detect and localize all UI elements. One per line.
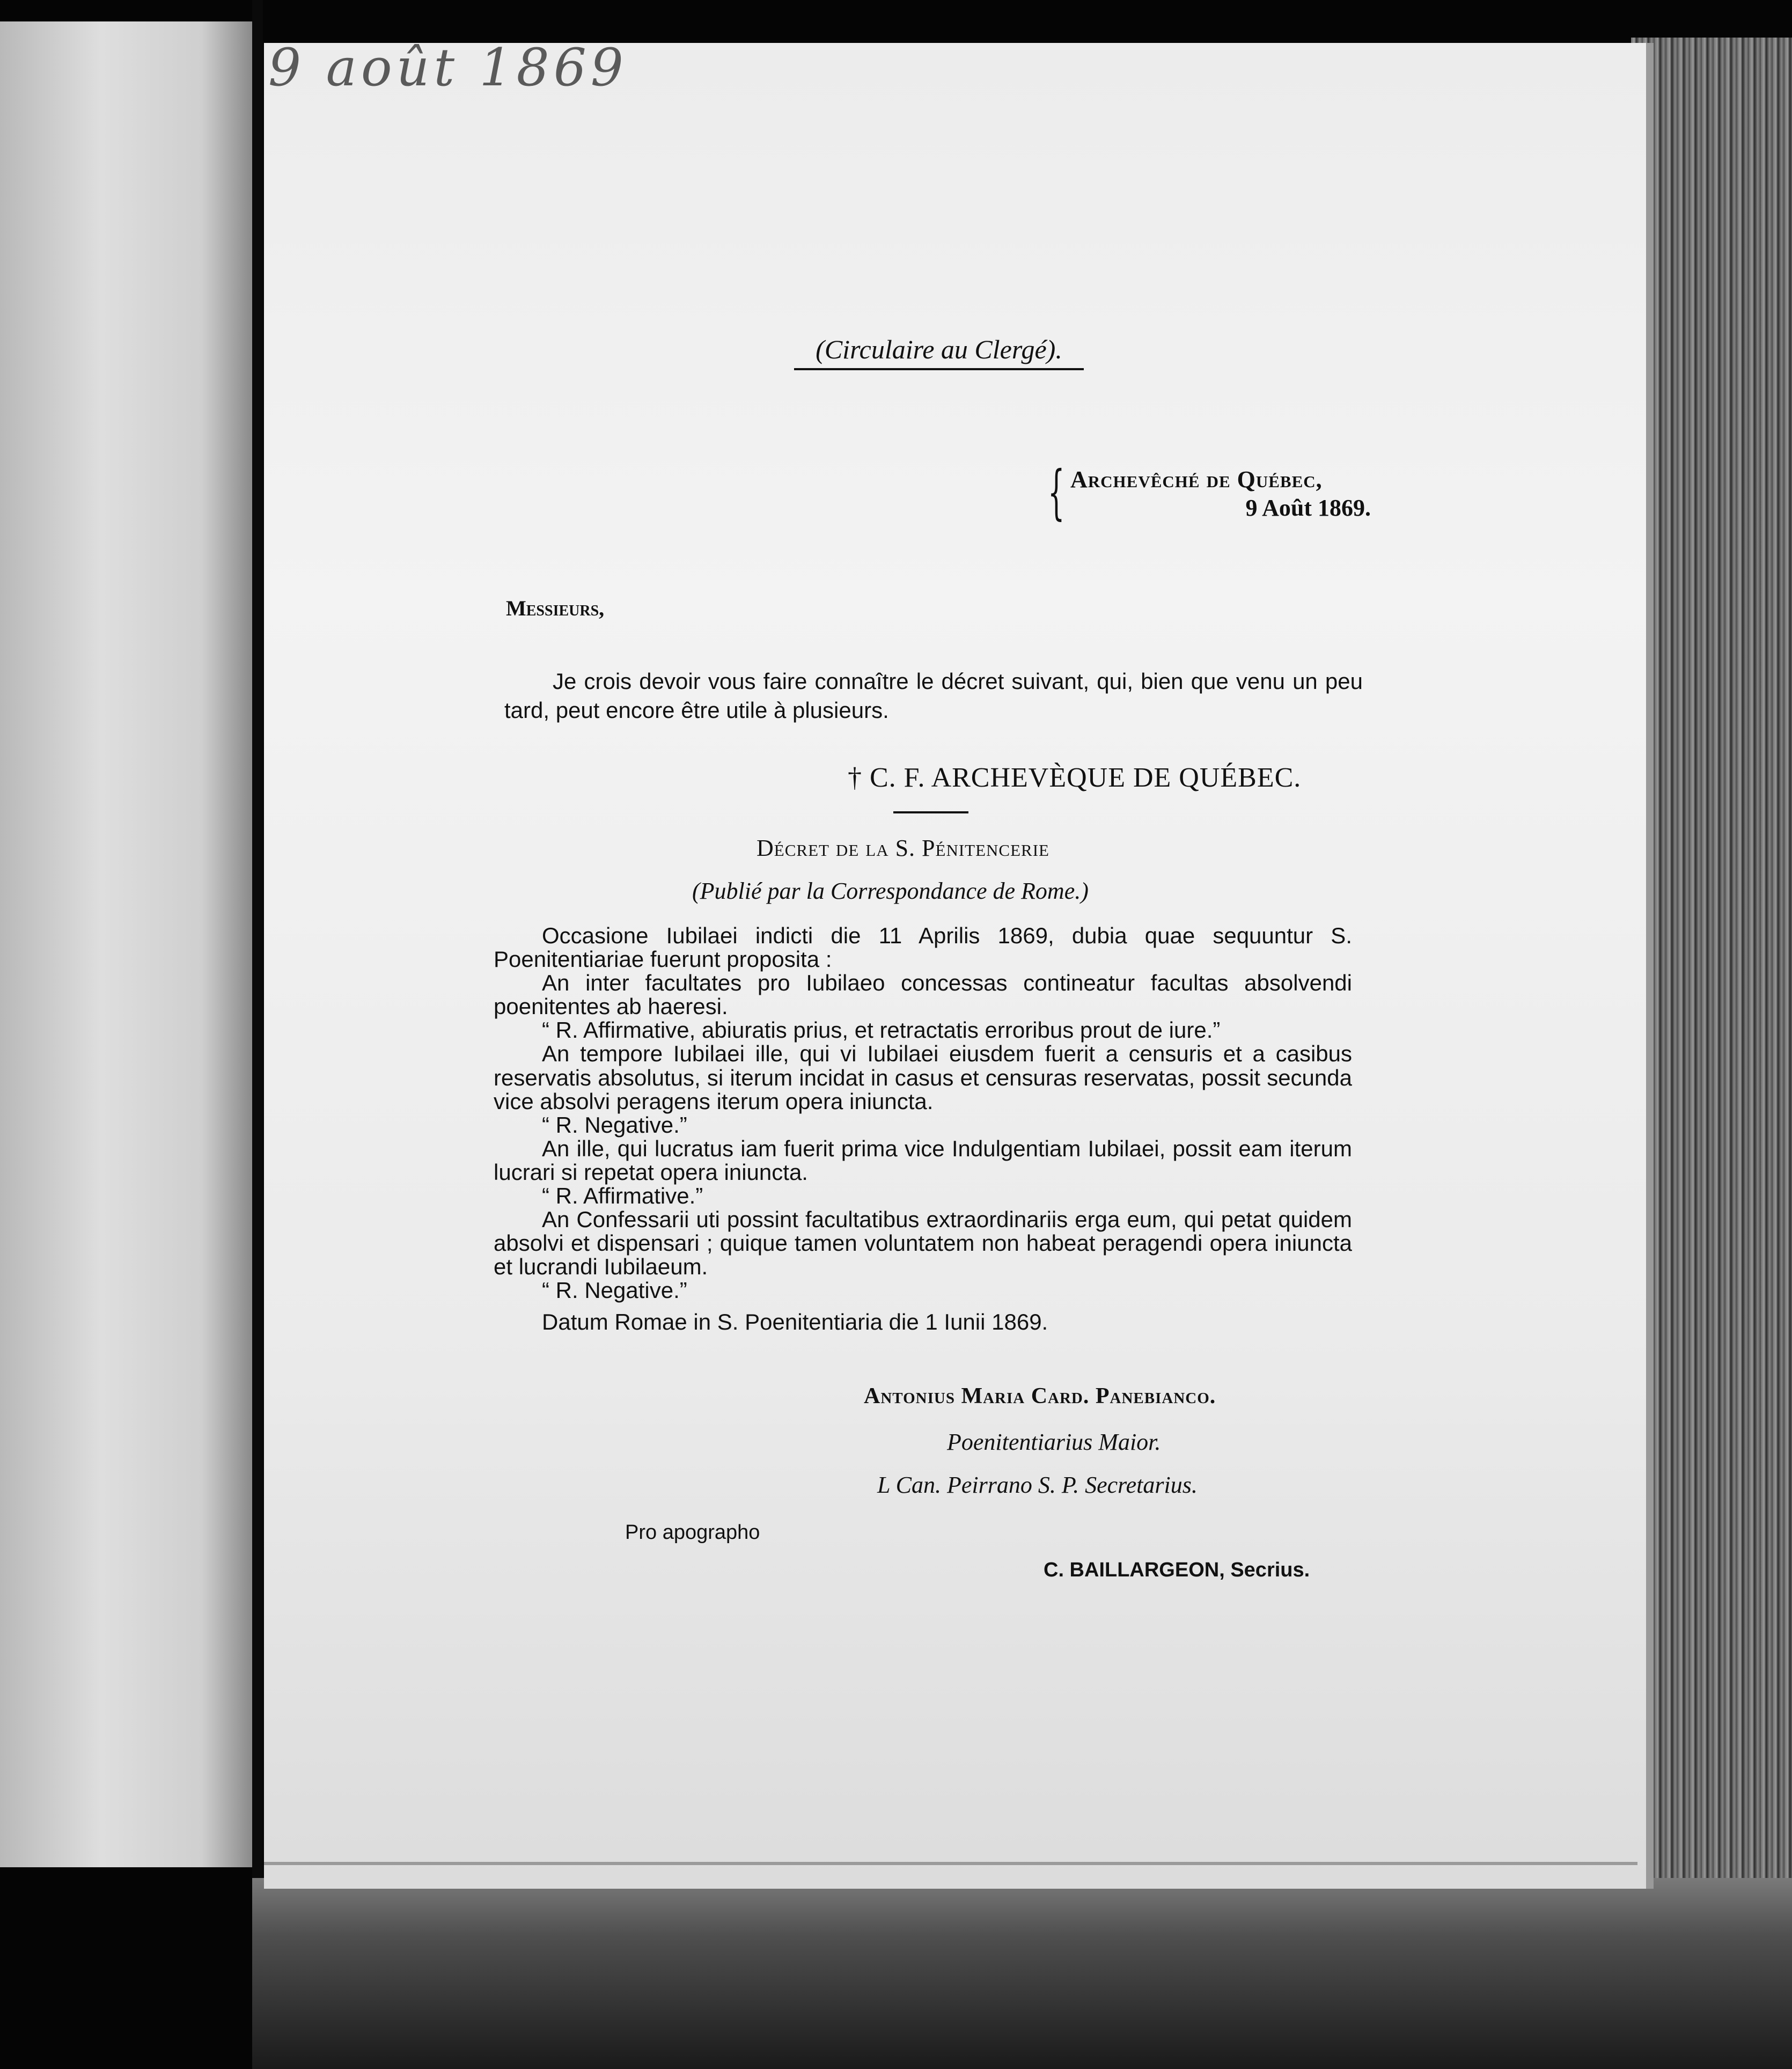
pro-apographo: Pro apographo (625, 1521, 760, 1544)
poenitentiarius-title: Poenitentiarius Maior. (947, 1429, 1161, 1455)
intro-paragraph: Je crois devoir vous faire connaître le décret suivant, qui, bien que venu un peu tard, peut encore être utile à plusieurs. (504, 669, 1363, 723)
latin-paragraph: Occasione Iubilaei indicti die 11 Aprilis 1869, dubia quae sequuntur S. Poenitentiariae fuerunt proposita : (494, 923, 1352, 972)
latin-paragraph: An Confessarii uti possint facultatibus extraordinariis erga eum, qui petat quidem absolvi et dispensari ; quique tamen voluntatem non habeat peragendi opera iniuncta et lucrandi Iubilaeum. (494, 1207, 1352, 1280)
decree-title: Décret de la S. Pénitencerie (757, 835, 1049, 861)
address-block (1070, 466, 1371, 523)
latin-paragraph: An tempore Iubilaei ille, qui vi Iubilaei eiusdem fuerit a censuris et a casibus reservatis absolutus, si iterum incidat in casus et censuras reservatas, possit secunda vice absolvi peragens iterum opera iniuncta. (494, 1041, 1352, 1114)
baillargeon-signature: C. BAILLARGEON, Secrius. (1044, 1559, 1310, 1581)
left-page-edge (0, 21, 252, 1867)
book-gutter (252, 0, 263, 2069)
circular-title: (Circulaire au Clergé). (794, 334, 1084, 370)
latin-paragraph: An ille, qui lucratus iam fuerit prima vice Indulgentiam Iubilaei, possit eam iterum lucrari si repetat opera iniuncta. (494, 1135, 1352, 1185)
bottom-shadow (252, 1878, 1792, 2069)
latin-response: “ R. Affirmative.” (542, 1183, 703, 1209)
divider-rule (893, 811, 968, 813)
salutation: Messieurs, (506, 596, 605, 620)
latin-response: “ R. Negative.” (542, 1112, 687, 1138)
decree-subtitle: (Publié par la Correspondance de Rome.) (692, 878, 1089, 904)
latin-paragraph: An inter facultates pro Iubilaeo concessas contineatur facultas absolvendi poenitentes ab haeresi. (494, 970, 1352, 1019)
archbishop-signature: † C. F. ARCHEVÈQUE DE QUÉBEC. (848, 762, 1302, 793)
address-line-2: 9 Août 1869. (1245, 494, 1371, 521)
address-line-1: Archevêché de Québec, (1070, 466, 1323, 493)
latin-decree-text (494, 924, 1352, 1334)
latin-response: “ R. Negative.” (542, 1278, 687, 1303)
brace-icon: { (1048, 458, 1065, 526)
handwritten-date: 9 août 1869 (268, 38, 628, 98)
secretarius-signature: L Can. Peirrano S. P. Secretarius. (877, 1472, 1198, 1498)
page-bottom-edge (264, 1862, 1637, 1865)
cardinal-signature: Antonius Maria Card. Panebianco. (864, 1384, 1216, 1408)
datum-line: Datum Romae in S. Poenitentiaria die 1 Iunii 1869. (542, 1309, 1048, 1334)
latin-response: “ R. Affirmative, abiuratis prius, et retractatis erroribus prout de iure.” (542, 1017, 1221, 1043)
stacked-page-edges (1631, 38, 1792, 1969)
